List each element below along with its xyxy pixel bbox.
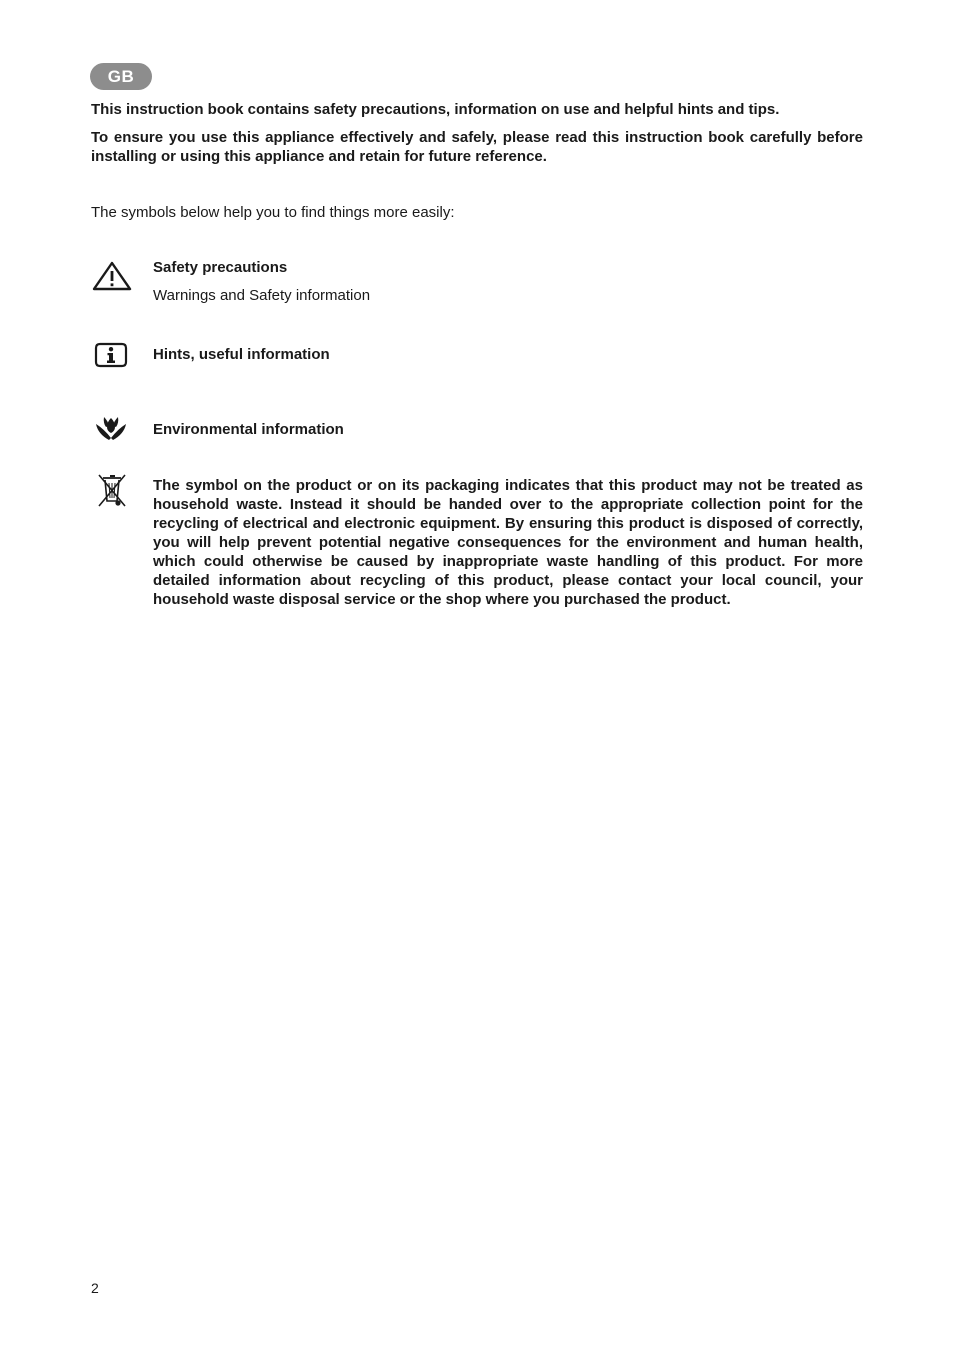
- safety-precautions-title: Safety precautions: [153, 259, 288, 276]
- page-number: 2: [91, 1280, 99, 1296]
- warning-triangle-icon: [92, 261, 132, 291]
- intro-paragraph-2: To ensure you use this appliance effectively and safely, please read this instruction book carefully before installing or using this appliance and retain for future reference.: [91, 129, 863, 165]
- safety-precautions-subtitle: Warnings and Safety information: [153, 287, 371, 304]
- environment-flower-icon: [94, 414, 128, 442]
- environmental-title: Environmental information: [153, 421, 344, 438]
- language-badge: GB: [90, 63, 152, 90]
- weee-disposal-text: The symbol on the product or on its packaging indicates that this product may not be treated as household waste. Instead it should be handed over to the appropriate collection point for the recycling of electrical and electronic equipment. By ensuring this product is disposed of correctly, you will help prevent potential negative consequences for the environment and human health, which could otherwise be caused by inappropriate waste handling of this product. For more detailed information about recycling of this product, please contact your local council, your household waste disposal service or the shop where you purchased the product.: [153, 477, 863, 608]
- symbols-lead-text: The symbols below help you to find things more easily:: [91, 204, 455, 221]
- hints-title: Hints, useful information: [153, 346, 330, 363]
- info-icon: [94, 342, 128, 368]
- crossed-out-bin-icon: [96, 473, 128, 509]
- intro-paragraph-1: This instruction book contains safety precautions, information on use and helpful hints and tips.: [91, 101, 780, 118]
